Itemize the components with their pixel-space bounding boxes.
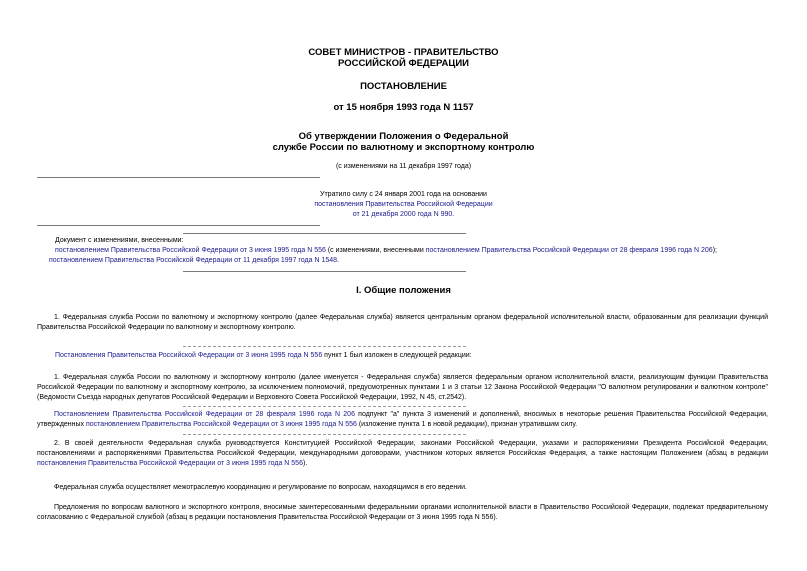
amendment-text: (с изменениями, внесенными [325, 247, 426, 254]
amendments-intro: Документ с изменениями, внесенными: [55, 237, 184, 244]
amendments-line2 [49, 256, 339, 266]
amendment-link-1548[interactable]: постановлением Правительства Российской Федерации от 11 декабря 1997 года N 1548 [49, 257, 338, 264]
note-2-text: (изложение пункта 1 в новой редакции), признан утратившим силу. [356, 421, 578, 428]
divider [183, 434, 466, 435]
revoked-text: Утратило силу с 24 января 2001 года на основании [320, 191, 487, 198]
document-type: ПОСТАНОВЛЕНИЕ [360, 81, 447, 92]
paragraph-1-new: 1. Федеральная служба России по валютному и экспортному контролю (далее именуется - Федеральная служба) является федеральным органом исполнительной власти, реализующим функции Правительства Российской Федерации по валютному и экспортному контролю, за исключением полномочий, предусмотренных пунктами 1 и 3 статьи 12 Закона Российской Федерации "О валютном регулировании и валютном контроле" (Ведомости Съезда народных депутатов Российской Федерации и Верховного Совета Российской Федерации, 1992, N 45, ст.2542). [37, 374, 768, 401]
note-1 [55, 351, 472, 361]
paragraph-2 [37, 439, 768, 469]
section-title: I. Общие положения [356, 285, 451, 296]
document-subject-line2: службе России по валютному и экспортному контролю [272, 142, 535, 153]
note-2-link-206[interactable]: Постановлением Правительства Российской Федерации от 28 февраля 1996 года N 206 [54, 411, 355, 418]
paragraph-2-text: 2. В своей деятельности Федеральная служба руководствуется Конституцией Российской Федерации, законами Российской Федерации, указами и распоряжениями Президента Российской Федерации, постановлениями и распоряжениями Правительства Российской Федерации, международными договорами, участником которых является Российская Федерация, а также настоящим Положением (абзац в редакции [37, 440, 768, 457]
amendment-link-556[interactable]: постановлением Правительства Российской Федерации от 3 июня 1995 года N 556 [55, 247, 326, 254]
divider [183, 346, 466, 347]
paragraph-2-end: ). [302, 460, 308, 467]
note-1-link[interactable]: Постановления Правительства Российской Федерации от 3 июня 1995 года N 556 [55, 352, 323, 359]
amendment-text: . [337, 257, 339, 264]
divider [183, 233, 466, 234]
note-2 [37, 410, 768, 430]
note-2-text: подпункт "а" пункта 3 изменений и дополнений, вносимых в некоторые решения Правительства Российской Федерации, утвержденных [37, 411, 768, 428]
divider [37, 177, 320, 178]
paragraph-3: Федеральная служба осуществляет межотраслевую координацию и регулирование по вопросам, находящимся в его ведении. [54, 484, 467, 491]
amended-note: (с изменениями на 11 декабря 1997 года) [335, 163, 472, 170]
divider [183, 406, 466, 407]
header-title-line2: РОССИЙСКОЙ ФЕДЕРАЦИИ [337, 58, 469, 69]
amendment-text: ); [712, 247, 717, 254]
note-2-link-556[interactable]: постановлением Правительства Российской Федерации от 3 июня 1995 года N 556 [86, 421, 357, 428]
paragraph-2-link[interactable]: постановления Правительства Российской Федерации от 3 июня 1995 года N 556 [37, 460, 303, 467]
amendments-line1 [55, 246, 770, 256]
paragraph-1: 1. Федеральная служба России по валютному и экспортному контролю (далее Федеральная служба) является центральным органом федеральной исполнительной власти, образованным для реализации функций Правительства Российской Федерации по валютному и экспортному контролю. [37, 314, 768, 331]
divider [37, 225, 320, 226]
document-subject-line1: Об утверждении Положения о Федеральной [298, 131, 509, 142]
paragraph-4: Предложения по вопросам валютного и экспортного контроля, вносимые заинтересованными федеральными органами исполнительной власти в Правительство Российской Федерации, подлежат предварительному согласованию с Федеральной службой (абзац в редакции постановления Правительства Российской Федерации от 3 июня 1995 года N 556). [37, 504, 768, 521]
revoked-link-line2[interactable]: от 21 декабря 2000 года N 990. [352, 211, 455, 218]
amendment-link-206[interactable]: постановлением Правительства Российской Федерации от 28 февраля 1996 года N 206 [425, 247, 713, 254]
header-title-line1: СОВЕТ МИНИСТРОВ - ПРАВИТЕЛЬСТВО [308, 47, 499, 58]
revoked-link-line1[interactable]: постановления Правительства Российской Федерации [314, 201, 493, 208]
divider [183, 271, 466, 272]
note-1-text: пункт 1 был изложен в следующей редакции: [322, 352, 472, 359]
document-date-number: от 15 ноября 1993 года N 1157 [333, 102, 474, 113]
